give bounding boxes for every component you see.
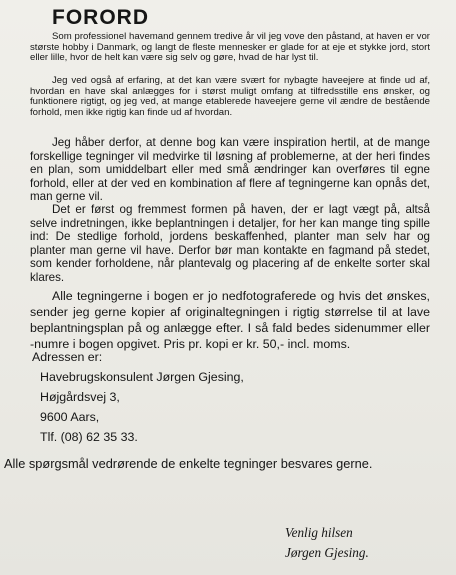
address-block xyxy=(40,367,244,447)
paragraph-experience: Jeg ved også af erfaring, at det kan være svært for nybagte haveejere at finde ud af, hvordan en have skal anlægges for i størst muligt omfang at tilfredsstille ens ønsker, og funktionere rigtigt, og jeg ved, at mange etablerede haveejere gerne vil ændre de bestående forhold, men ikke rigtig kan finde ud af hvordan. xyxy=(30,75,430,118)
paragraph-inspiration: Jeg håber derfor, at denne bog kan være inspiration hertil, at de mange forskellige tegninger vil medvirke til løsning af problemerne, at der heri findes en plan, som umiddelbart eller med små ændringer kan overføres til egne forhold, eller at der ved en kombination af flere af tegningerne kan opnås det, man gerne vil. xyxy=(30,136,430,203)
address-line-street: Højgårdsvej 3, xyxy=(40,390,120,404)
address-heading: Adressen er: xyxy=(32,350,103,364)
address-line-city: 9600 Aars, xyxy=(40,410,100,424)
closing-block xyxy=(285,523,369,563)
address-line-name: Havebrugskonsulent Jørgen Gjesing, xyxy=(40,370,244,384)
questions-note: Alle spørgsmål vedrørende de enkelte tegninger besvares gerne. xyxy=(4,456,373,471)
address-line-phone: Tlf. (08) 62 35 33. xyxy=(40,430,138,444)
closing-greeting: Venlig hilsen xyxy=(285,525,353,540)
paragraph-form: Det er først og fremmest formen på haven, der er lagt vægt på, altså selve indretningen, ikke beplantningen i detaljer, for her kan mange ting spille ind: De stedlige forhold, jordens beskaffenhed, planter man selv har og planter man gerne vil have. Derfor bør man kontakte en fagmand på stedet, som kender forholdene, når plantevalg og placering af de enkelte sorter skal klares. xyxy=(30,203,430,284)
closing-signature: Jørgen Gjesing. xyxy=(285,545,369,560)
paragraph-intro: Som professionel havemand gennem tredive år vil jeg vove den påstand, at haven er vor største hobby i Danmark, og langt de fleste mennesker er glade for at eje et stykke jord, stort eller lille, hvor de helt kan være sig selv og gøre, hvad de har lyst til. xyxy=(30,31,430,63)
paragraph-copies: Alle tegningerne i bogen er jo nedfotograferede og hvis det ønskes, sender jeg gerne kopier af originaltegningen i rigtig størrelse til at lave beplantningsplan på og anlægge efter. I så fald bedes sidenummer eller -numre i bogen opgivet. Pris pr. kopi er kr. 50,- incl. moms. xyxy=(30,289,430,351)
page-title: FORORD xyxy=(52,6,149,29)
